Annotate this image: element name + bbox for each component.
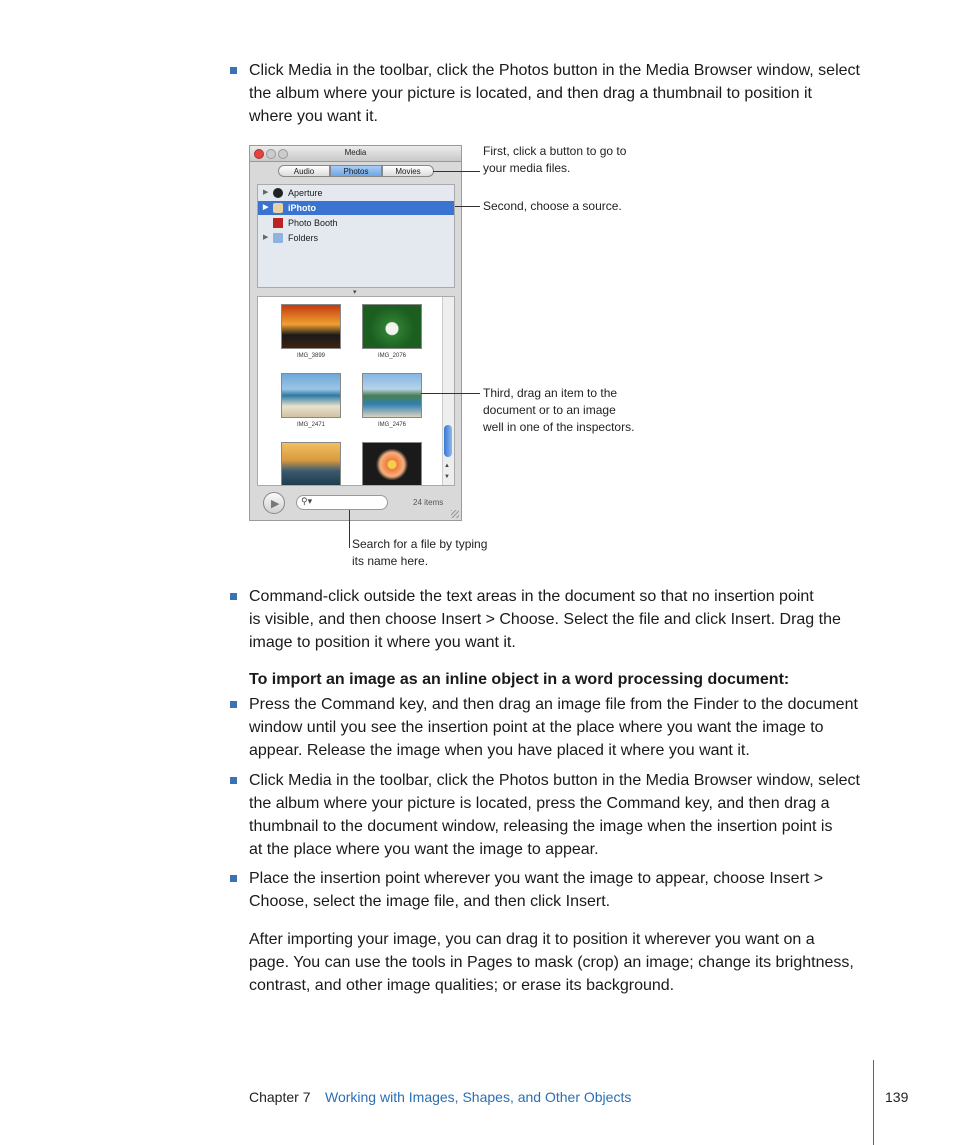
callout-line-text: your media files. xyxy=(483,161,571,175)
callout-line-text: Search for a file by typing xyxy=(352,537,488,551)
thumbnail-caption: IMG_2471 xyxy=(296,422,326,428)
text-line: Command-click outside the text areas in the document so that no insertion point xyxy=(249,588,814,605)
callout-third xyxy=(483,385,634,436)
scroll-thumb[interactable] xyxy=(444,425,452,457)
window-title: Media xyxy=(344,148,367,157)
text-line: image to position it where you want it. xyxy=(249,634,516,651)
thumbnail-caption: IMG_3899 xyxy=(296,353,326,359)
inline-bullet-2-text xyxy=(249,769,889,861)
closing-paragraph xyxy=(249,928,889,997)
callout-line-text: First, click a button to go to xyxy=(483,144,627,158)
media-browser-window xyxy=(249,145,462,521)
text-line: Press the Command key, and then drag an image file from the Finder to the document xyxy=(249,696,858,713)
search-icon: ⚲▾ xyxy=(301,496,313,506)
text-line: After importing your image, you can drag it to position it wherever you want on a xyxy=(249,931,815,948)
text-line: contrast, and other image qualities; or erase its background. xyxy=(249,977,675,994)
callout-search xyxy=(352,536,487,570)
text-line: thumbnail to the document window, releasing the image when the insertion point is xyxy=(249,818,833,835)
source-item-photo-booth[interactable] xyxy=(258,216,454,230)
thumbnail-beach[interactable] xyxy=(281,373,341,418)
text-line: Click Media in the toolbar, click the Photos button in the Media Browser window, select xyxy=(249,772,860,789)
text-line: at the place where you want the image to appear. xyxy=(249,841,599,858)
text-line: Choose, select the image file, and then click Insert. xyxy=(249,893,611,910)
folder-icon xyxy=(273,233,283,243)
bullet-marker xyxy=(230,701,237,708)
scroll-up-arrow-icon[interactable]: ▲ xyxy=(444,463,450,469)
bullet-marker xyxy=(230,67,237,74)
source-list xyxy=(257,184,455,288)
source-item-folders[interactable] xyxy=(258,231,454,245)
footer-divider xyxy=(873,1060,874,1145)
footer-chapter-title[interactable]: Working with Images, Shapes, and Other Objects xyxy=(325,1089,632,1105)
vertical-scrollbar[interactable] xyxy=(442,297,454,485)
thumbnail-bay[interactable] xyxy=(362,373,422,418)
search-field[interactable] xyxy=(296,495,388,510)
source-item-iphoto[interactable] xyxy=(258,201,454,215)
text-line: Click Media in the toolbar, click the Photos button in the Media Browser window, select xyxy=(249,62,860,79)
text-line: the album where your picture is located, press the Command key, and then drag a xyxy=(249,795,830,812)
thumbnail-leaves[interactable] xyxy=(362,304,422,349)
bullet-marker xyxy=(230,777,237,784)
callout-line-2 xyxy=(455,206,480,207)
scroll-down-arrow-icon[interactable]: ▼ xyxy=(444,474,450,480)
callout-first xyxy=(483,143,626,177)
bullet-2-text xyxy=(249,585,889,654)
thumbnail-grid xyxy=(257,296,455,486)
disclosure-triangle-icon[interactable]: ▶ xyxy=(263,189,269,196)
page-number: 139 xyxy=(885,1089,909,1105)
inline-bullet-3-text xyxy=(249,867,889,913)
tab-photos[interactable]: Photos xyxy=(330,165,382,177)
text-line: Place the insertion point wherever you want the image to appear, choose Insert > xyxy=(249,870,824,887)
item-count: 24 items xyxy=(413,498,444,507)
iphoto-icon xyxy=(273,203,283,213)
text-line: is visible, and then choose Insert > Choose. Select the file and click Insert. Drag the xyxy=(249,611,841,628)
splitter-handle[interactable]: ▾ xyxy=(353,289,357,296)
text-line: appear. Release the image when you have placed it where you want it. xyxy=(249,742,750,759)
source-item-aperture[interactable] xyxy=(258,186,454,200)
text-line: page. You can use the tools in Pages to mask (crop) an image; change its brightness, xyxy=(249,954,854,971)
tab-movies[interactable]: Movies xyxy=(382,165,434,177)
source-label: Photo Booth xyxy=(288,218,338,228)
thumbnail-caption: IMG_2076 xyxy=(377,353,407,359)
footer-chapter: Chapter 7 xyxy=(249,1089,311,1105)
source-label: Aperture xyxy=(288,188,323,198)
callout-second: Second, choose a source. xyxy=(483,199,622,213)
inline-bullet-1-text xyxy=(249,693,889,762)
bullet-marker xyxy=(230,875,237,882)
aperture-icon xyxy=(273,188,283,198)
callout-line-4 xyxy=(349,510,350,548)
thumbnail-flower[interactable] xyxy=(362,442,422,486)
play-icon: ▶ xyxy=(271,498,280,510)
section-heading: To import an image as an inline object in a word processing document: xyxy=(249,671,790,688)
resize-grip-icon[interactable] xyxy=(451,510,459,518)
play-button[interactable] xyxy=(263,492,285,514)
bullet-marker xyxy=(230,593,237,600)
source-label: Folders xyxy=(288,233,319,243)
callout-line-text: well in one of the inspectors. xyxy=(483,420,635,434)
text-line: window until you see the insertion point at the place where you want the image to xyxy=(249,719,824,736)
disclosure-triangle-icon[interactable]: ▶ xyxy=(263,234,269,241)
title-bar xyxy=(250,146,461,162)
bottom-toolbar xyxy=(250,489,461,520)
callout-line-3 xyxy=(421,393,480,394)
tab-audio[interactable]: Audio xyxy=(278,165,330,177)
callout-line-text: Third, drag an item to the xyxy=(483,386,618,400)
callout-line-1 xyxy=(433,171,480,172)
thumbnail-ocean-sunset[interactable] xyxy=(281,442,341,486)
source-label: iPhoto xyxy=(288,203,316,213)
bullet-1-text xyxy=(249,59,889,128)
disclosure-triangle-icon[interactable]: ▶ xyxy=(263,204,269,211)
text-line: where you want it. xyxy=(249,108,378,125)
callout-line-text: document or to an image xyxy=(483,403,616,417)
text-line: the album where your picture is located, and then drag a thumbnail to position it xyxy=(249,85,812,102)
thumbnail-caption: IMG_2476 xyxy=(377,422,407,428)
photo-booth-icon xyxy=(273,218,283,228)
callout-line-text: its name here. xyxy=(352,554,429,568)
thumbnail-sunset[interactable] xyxy=(281,304,341,349)
